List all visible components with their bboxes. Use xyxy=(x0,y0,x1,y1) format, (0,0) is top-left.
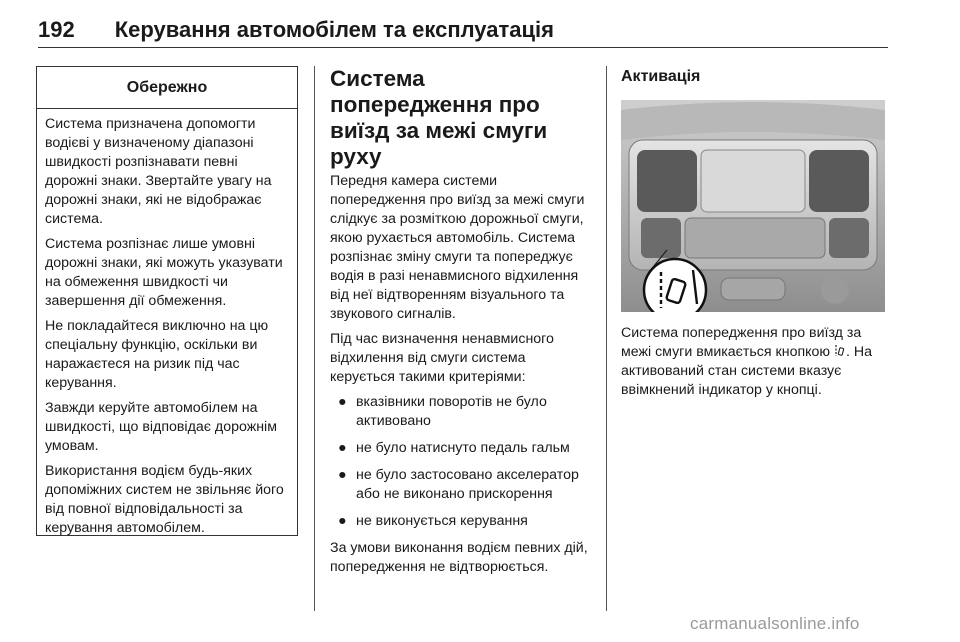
column-divider xyxy=(606,66,607,611)
list-item: ● не виконується керування xyxy=(338,513,528,529)
activation-text: Система попередження про виїзд за межі смуги вмикається кнопкою . На активований стан системи вказує ввімкнений індикатор у кнопці. xyxy=(621,325,873,398)
warning-box xyxy=(36,66,298,536)
page-number: 192 xyxy=(38,17,75,42)
bullet: ● xyxy=(338,394,347,410)
activation-column xyxy=(621,66,885,400)
warning-paragraph: Використання водієм будь-яких допоміжних систем не звільняє його від повної відповідальності за керування автомобілем. xyxy=(45,463,284,536)
column-divider xyxy=(314,66,315,611)
bullet: ● xyxy=(338,440,347,456)
page-header xyxy=(38,14,888,48)
criteria-list xyxy=(330,393,592,531)
warning-paragraph: Система розпізнає лише умовні дорожні знаки, які можуть указувати на обмеження швидкості чи завершення дії обмеження. xyxy=(45,236,283,309)
warning-paragraph: Система призначена допомогти водієві у визначеному діапазоні швидкості розпізнавати певні дорожні знаки. Звертайте увагу на дорожні знаки, які не відображає система. xyxy=(45,116,272,227)
list-item: ● не було натиснуто педаль гальм xyxy=(338,440,570,456)
warning-paragraph: Не покладайтеся виключно на цю спеціальну функцію, оскільки ви наражаєтеся на ризик під час керування. xyxy=(45,318,269,391)
bullet: ● xyxy=(338,467,347,483)
outro-paragraph: За умови виконання водієм певних дій, попередження не відтворюється. xyxy=(330,540,588,575)
activation-heading: Активація xyxy=(621,68,701,85)
warning-title: Обережно xyxy=(37,67,297,109)
criteria-intro: Під час визначення ненавмисного відхилення від смуги система керується такими критеріями: xyxy=(330,331,554,385)
warning-paragraph: Завжди керуйте автомобілем на швидкості, що відповідає дорожнім умовам. xyxy=(45,400,277,454)
section-title: Керування автомобілем та експлуатація xyxy=(114,17,554,42)
lane-departure-icon xyxy=(834,344,846,357)
main-column xyxy=(330,66,592,583)
dashboard-photo xyxy=(621,100,885,312)
list-item: ● не було застосовано акселератор або не виконано прискорення xyxy=(338,467,579,502)
section-heading: Система попередження про виїзд за межі смуги руху xyxy=(330,66,548,169)
bullet: ● xyxy=(338,513,347,529)
intro-paragraph: Передня камера системи попередження про виїзд за межі смуги слідкує за розміткою дорожньої смуги, якою рухається автомобіль. Система розпізнає зміну смуги та попереджує водія в разі ненавмисного відхилення від неї відтворенням візуального та звукового сигналів. xyxy=(330,173,585,322)
list-item: ● вказівники поворотів не було активовано xyxy=(338,394,547,429)
watermark: carmanualsonline.info xyxy=(690,614,860,633)
